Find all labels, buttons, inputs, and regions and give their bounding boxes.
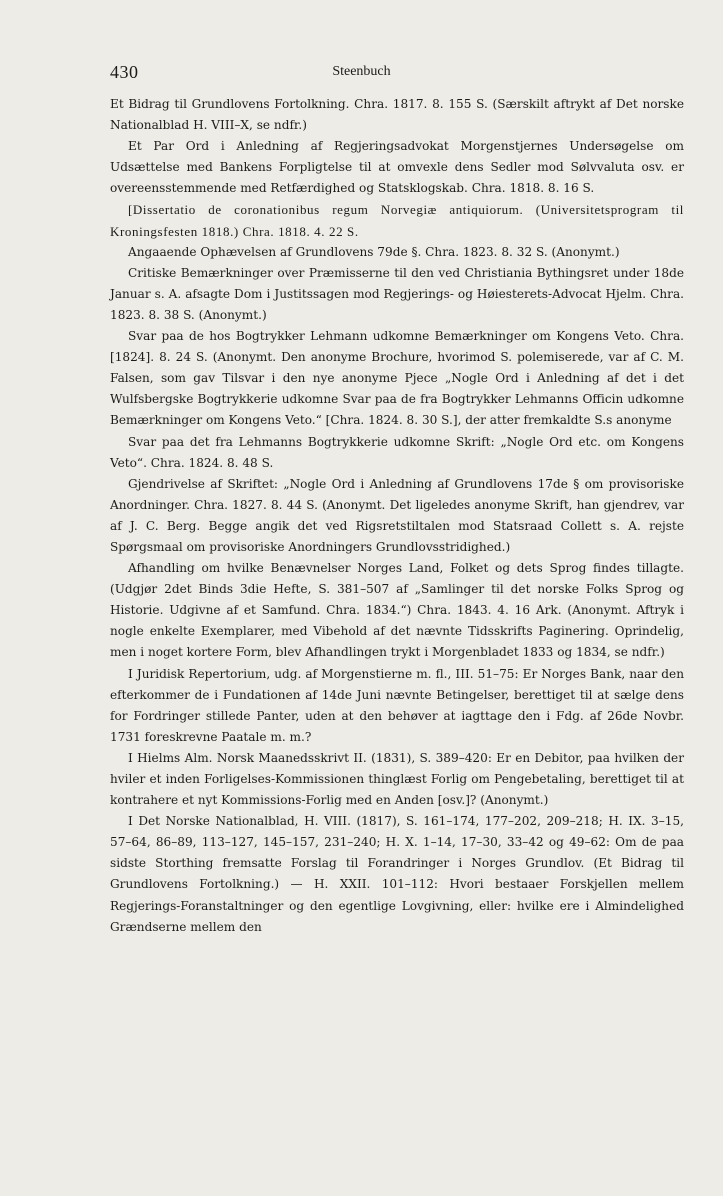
bibliography-entry: Et Par Ord i Anledning af Regjeringsadvokat Morgenstjernes Undersøgelse om Udsættelse med Bankens Forpligtelse til at omvexle dens Sedler mod Sølvvaluta osv. er overeensstemmende med Retfærdighed og Statsklogskab. Chra. 1818. 8. 16 S. xyxy=(110,139,684,196)
bibliography-entry: Et Bidrag til Grundlovens Fortolkning. Chra. 1817. 8. 155 S. (Særskilt aftrykt af Det norske Nationalblad H. VIII–X, se ndfr.) xyxy=(110,97,684,133)
bibliography-entry: I Hielms Alm. Norsk Maanedsskrivt II. (1831), S. 389–420: Er en Debitor, paa hvilken der hviler et inden Forligelses-Kommissionen thinglæst Forlig om Pengebetaling, berettiget til at kontrahere et nyt Kommissions-Forlig med en Anden [osv.]? (Anonymt.) xyxy=(110,750,684,808)
bibliography-entry: I Det Norske Nationalblad, H. VIII. (1817), S. 161–174, 177–202, 209–218; H. IX. 3–15, 57–64, 86–89, 113–127, 145–157, 231–240; H. X. 1–14, 17–30, 33–42 og 49–62: Om de paa sidste Storthing fremsatte Forslag til Forandringer i Norges Grundlov. (Et Bidrag til Grundlovens Fortolkning.) — H. XXII. 101–112: Hvori bestaaer Forskjellen mellem Regjerings-Foranstaltninger og den egentlige Lovgivning, eller: hvilke ere i Almindelighed Grændserne mellem den xyxy=(110,814,684,934)
bibliography-text xyxy=(110,94,684,938)
page-number: 430 xyxy=(110,62,139,82)
running-title: Steenbuch xyxy=(332,64,391,79)
bibliography-entry: Afhandling om hvilke Benævnelser Norges Land, Folket og dets Sprog findes tillagte. (Udgjør 2det Binds 3die Hefte, S. 381–507 af „Samlinger til det norske Folks Sprog og Historie. Udgivne af et Samfund. Chra. 1834.“) Chra. 1843. 4. 16 Ark. (Anonymt. Aftryk i nogle enkelte Exemplarer, med Vibehold af det nævnte Tidsskrifts Paginering. Oprindelig, men i noget kortere Form, blev Afhandlingen trykt i Morgenbladet 1833 og 1834, se ndfr.) xyxy=(110,561,684,660)
bibliography-entry: Gjendrivelse af Skriftet: „Nogle Ord i Anledning af Grundlovens 17de § om provisoriske Anordninger. Chra. 1827. 8. 44 S. (Anonymt. Det ligeledes anonyme Skrift, han gjendrev, var af J. C. Berg. Begge angik det ved Rigsretstiltalen mod Statsraad Collett s. A. rejste Spørgsmaal om provisoriske Anordningers Grundlovsstridighed.) xyxy=(110,476,684,554)
bibliography-entry: Critiske Bemærkninger over Præmisserne til den ved Christiania Bythingsret under 18de Januar s. A. afsagte Dom i Justitssagen mod Regjerings- og Høiesterets-Advocat Hjelm. Chra. 1823. 8. 38 S. (Anonymt.) xyxy=(110,265,684,322)
bibliography-entry: Angaaende Ophævelsen af Grundlovens 79de §. Chra. 1823. 8. 32 S. (Anonymt.) xyxy=(128,244,620,259)
bibliography-entry: I Juridisk Repertorium, udg. af Morgenstierne m. fl., III. 51–75: Er Norges Bank, naar den efterkommer de i Fundationen af 14de Juni nævnte Betingelser, berettiget til at sælge dens for Fordringer stillede Panter, uden at den behøver at iagttage den i Fdg. af 26de Novbr. 1731 foreskrevne Paatale m. m.? xyxy=(110,666,684,744)
bibliography-entry: Svar paa de hos Bogtrykker Lehmann udkomne Bemærkninger om Kongens Veto. Chra. [1824]. 8. 24 S. (Anonymt. Den anonyme Brochure, hvorimod S. polemiserede, var af C. M. Falsen, som gav Tilsvar i den nye anonyme Pjece „Nogle Ord i Anledning af det i det Wulfsbergske Bogtrykkerie udkomne Svar paa de fra Bogtrykker Lehmanns Officin udkomne Bemærkninger om Kongens Veto.“ [Chra. 1824. 8. 30 S.], der atter fremkaldte S.s anonyme xyxy=(110,329,684,428)
bibliography-entry: Svar paa det fra Lehmanns Bogtrykkerie udkomne Skrift: „Nogle Ord etc. om Kongens Veto“. Chra. 1824. 8. 48 S. xyxy=(110,434,684,470)
bibliography-entry: [Dissertatio de coronationibus regum Norvegiæ antiquiorum. (Universitetsprogram til Kroningsfesten 1818.) Chra. 1818. 4. 22 S. xyxy=(110,202,684,239)
page-header xyxy=(110,60,683,86)
